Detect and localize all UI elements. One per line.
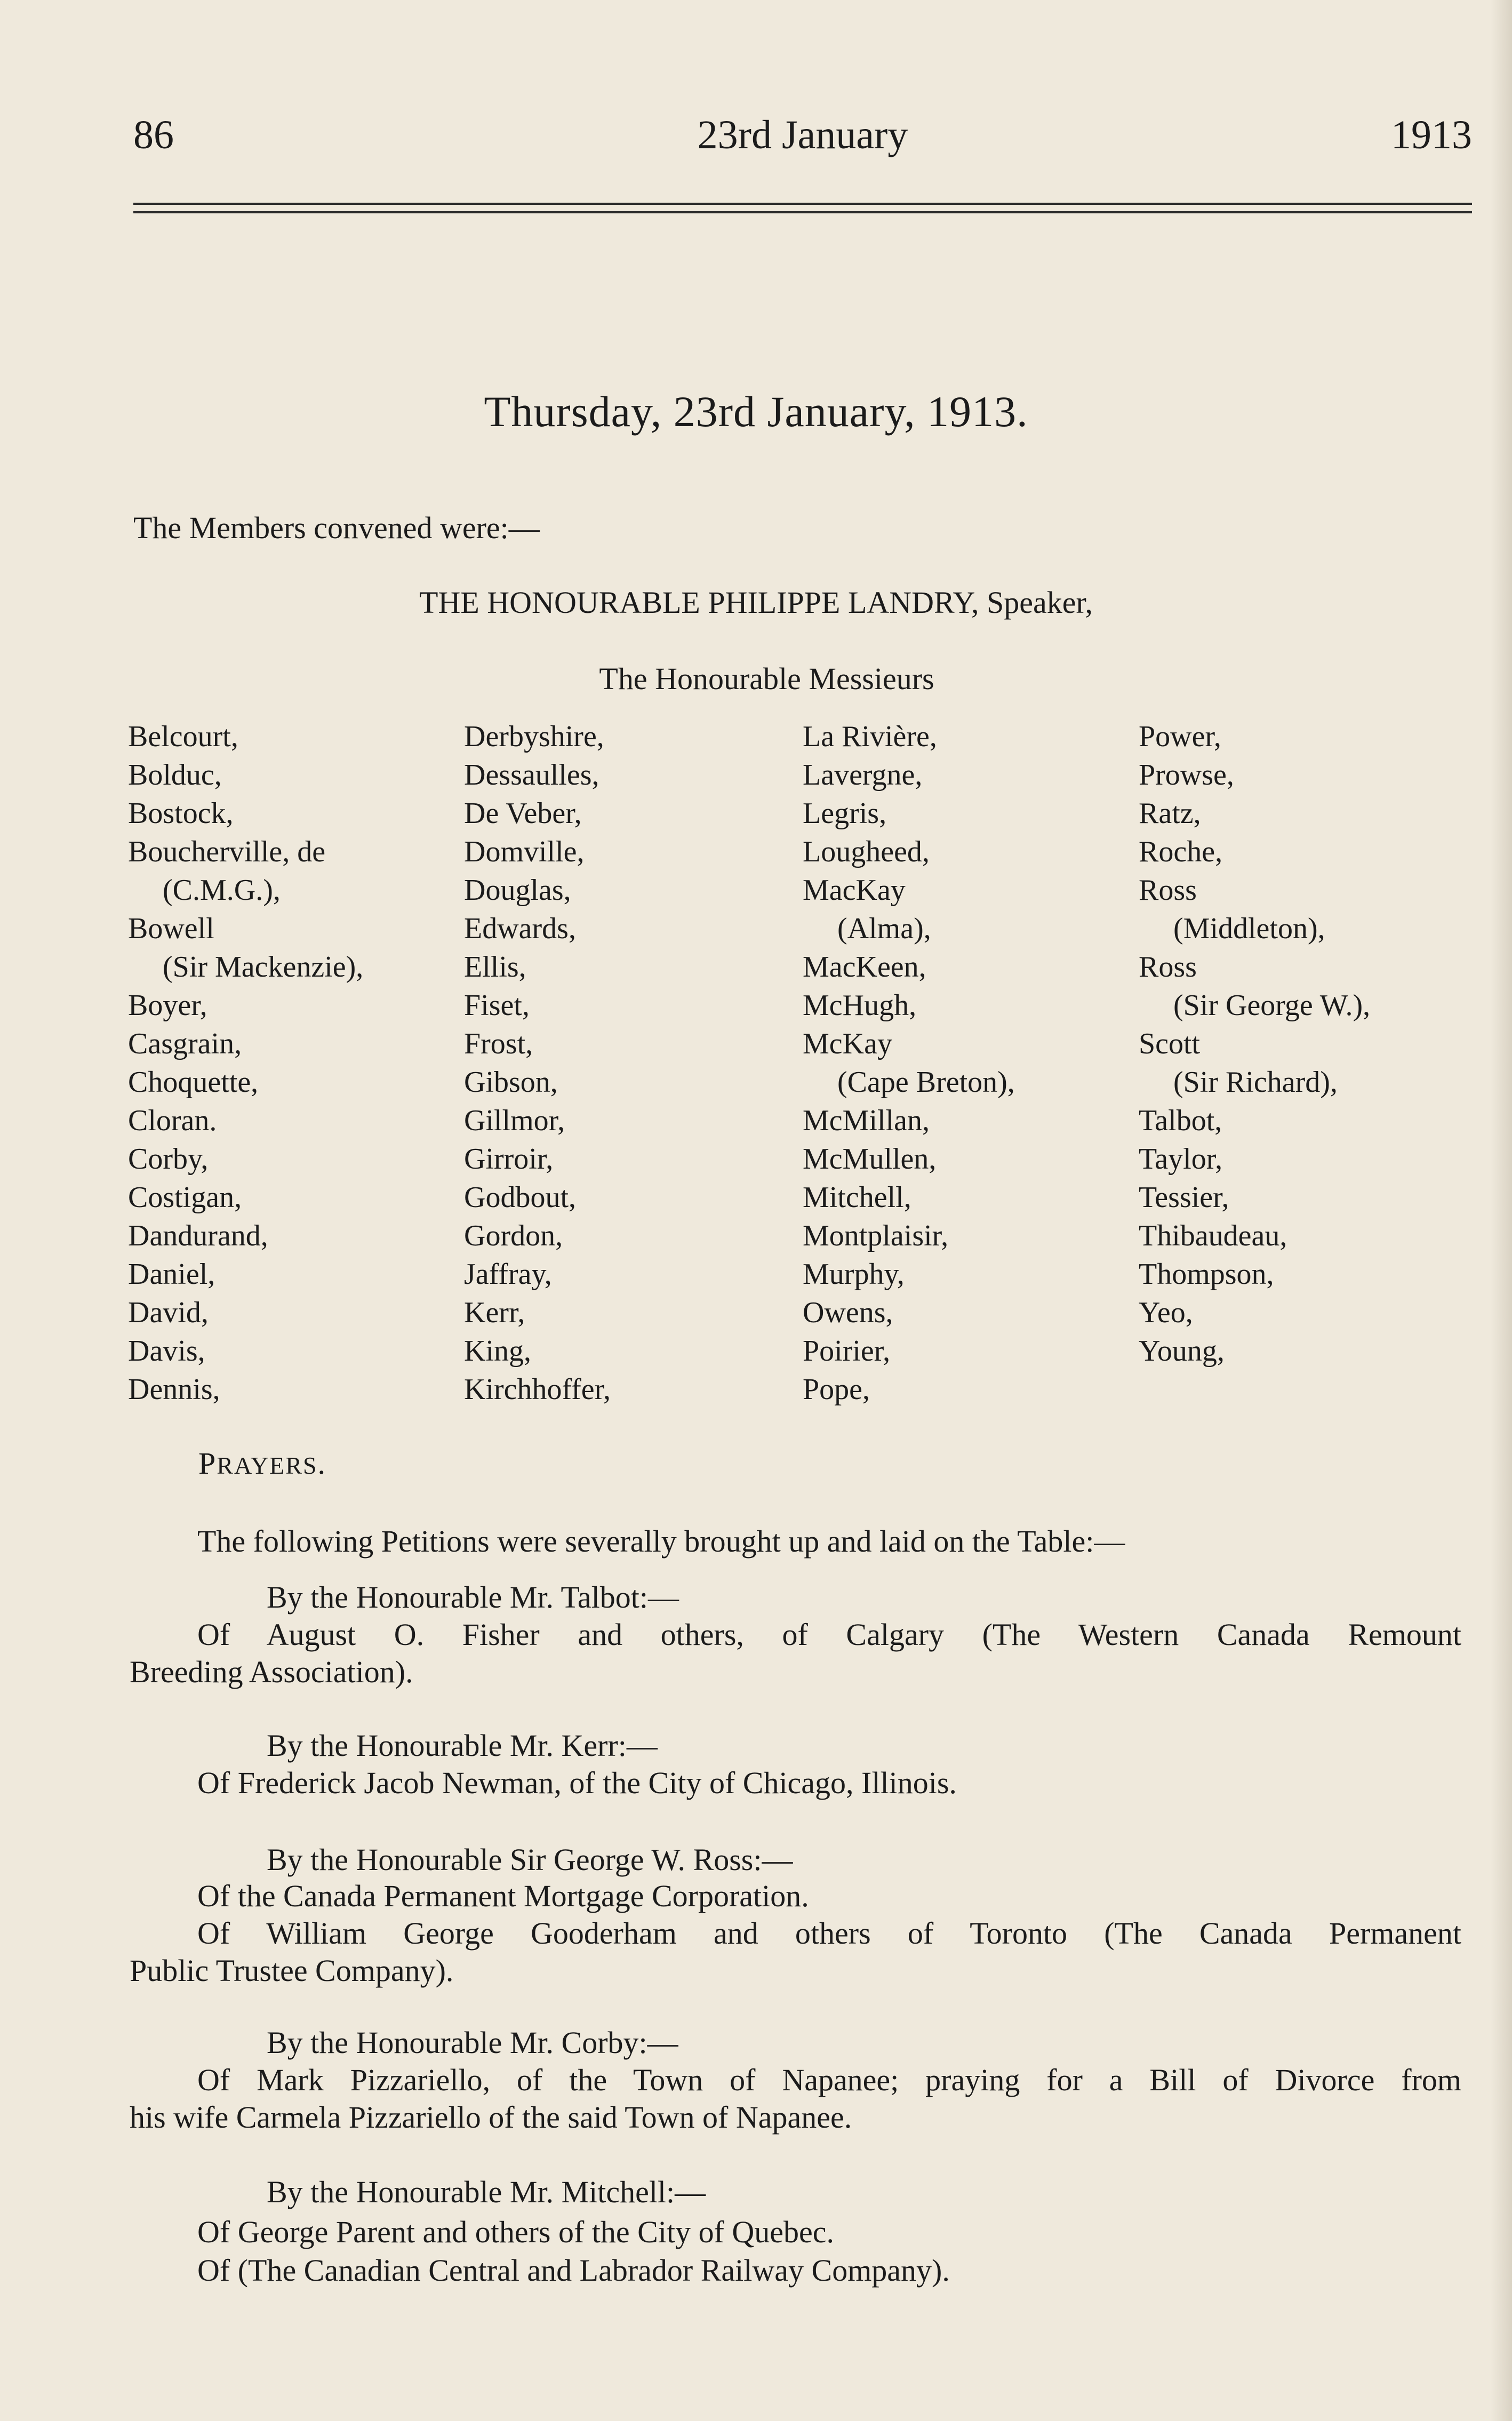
member-name-continuation: (C.M.G.), <box>163 874 281 907</box>
member-name: Corby, <box>128 1142 209 1176</box>
speaker-line <box>0 584 1512 621</box>
member-name: Costigan, <box>128 1181 242 1214</box>
member-name: Tessier, <box>1139 1181 1229 1214</box>
header-rule-top <box>133 203 1472 205</box>
petition-by-mitchell: By the Honourable Mr. Mitchell:— <box>267 2175 706 2209</box>
member-name: Dennis, <box>128 1373 220 1406</box>
petition-line: Breeding Association). <box>130 1655 413 1689</box>
member-name: De Veber, <box>464 797 582 830</box>
member-name: Douglas, <box>464 874 571 907</box>
petition-by-talbot: By the Honourable Mr. Talbot:— <box>267 1580 679 1615</box>
member-name: Power, <box>1139 720 1221 753</box>
member-name: McMillan, <box>803 1104 930 1137</box>
prayers-dot: . <box>317 1446 327 1481</box>
member-name: Bolduc, <box>128 758 222 792</box>
member-name: Lougheed, <box>803 835 930 868</box>
petition-line: Of William George Gooderham and others of Toronto (The Canada Permanent <box>197 1916 1461 1951</box>
member-name: Fiset, <box>464 989 530 1022</box>
petition-line: Of George Parent and others of the City of Quebec. <box>197 2215 835 2249</box>
member-name: Gordon, <box>464 1219 563 1252</box>
member-name: Poirier, <box>803 1335 891 1368</box>
messieurs-heading: The Honourable Messieurs <box>599 661 934 696</box>
speaker-name: THE HONOURABLE PHILIPPE LANDRY, <box>419 585 979 620</box>
member-name: Owens, <box>803 1296 893 1329</box>
member-name: Montplaisir, <box>803 1219 949 1252</box>
member-name-continuation: (Cape Breton), <box>837 1066 1015 1099</box>
member-name: Godbout, <box>464 1181 576 1214</box>
petition-line: his wife Carmela Pizzariello of the said Town of Napanee. <box>130 2100 852 2135</box>
member-name: Dandurand, <box>128 1219 268 1252</box>
member-name: McHugh, <box>803 989 917 1022</box>
member-name-continuation: (Sir George W.), <box>1173 989 1371 1022</box>
member-name: Girroir, <box>464 1142 554 1176</box>
petition-by-corby: By the Honourable Mr. Corby:— <box>267 2025 678 2060</box>
page-number: 86 <box>133 113 174 157</box>
prayers-rest: RAYERS <box>217 1452 318 1479</box>
member-name: Kirchhoffer, <box>464 1373 611 1406</box>
member-name: Gillmor, <box>464 1104 565 1137</box>
member-name: Pope, <box>803 1373 870 1406</box>
member-name: Roche, <box>1139 835 1223 868</box>
prayers-initial: P <box>198 1446 217 1481</box>
member-name-continuation: (Sir Mackenzie), <box>163 950 364 984</box>
petition-line: Of the Canada Permanent Mortgage Corporation. <box>197 1879 809 1913</box>
member-name: Thibaudeau, <box>1139 1219 1287 1252</box>
member-name: Bostock, <box>128 797 234 830</box>
member-name: Kerr, <box>464 1296 525 1329</box>
member-name: Taylor, <box>1139 1142 1223 1176</box>
petition-line: Of August O. Fisher and others, of Calgary (The Western Canada Remount <box>197 1617 1461 1652</box>
member-name: Talbot, <box>1139 1104 1222 1137</box>
page-edge-shadow <box>1491 0 1512 2421</box>
member-name: Young, <box>1139 1335 1225 1368</box>
member-name: Jaffray, <box>464 1258 552 1291</box>
header-year: 1913 <box>1391 113 1472 157</box>
header-rule-bottom <box>133 211 1472 213</box>
member-name: King, <box>464 1335 531 1368</box>
member-name: Ellis, <box>464 950 526 984</box>
member-name: Daniel, <box>128 1258 215 1291</box>
member-name: Davis, <box>128 1335 205 1368</box>
member-name: Yeo, <box>1139 1296 1193 1329</box>
petition-line: Of Mark Pizzariello, of the Town of Napanee; praying for a Bill of Divorce from <box>197 2063 1461 2097</box>
running-title: 23rd January <box>697 113 908 157</box>
running-header <box>133 112 1472 165</box>
petition-line: Of (The Canadian Central and Labrador Railway Company). <box>197 2253 950 2288</box>
member-name: Gibson, <box>464 1066 558 1099</box>
member-name-continuation: (Middleton), <box>1173 912 1325 945</box>
member-name: Frost, <box>464 1027 533 1060</box>
petition-by-ross: By the Honourable Sir George W. Ross:— <box>267 1842 793 1877</box>
petition-line: Public Trustee Company). <box>130 1953 454 1988</box>
member-name: MacKeen, <box>803 950 926 984</box>
member-name: Choquette, <box>128 1066 259 1099</box>
member-name: Mitchell, <box>803 1181 911 1214</box>
prayers-heading <box>198 1445 326 1481</box>
member-name: Scott <box>1139 1027 1201 1060</box>
member-name-continuation: (Sir Richard), <box>1173 1066 1338 1099</box>
members-list <box>128 717 1472 1411</box>
speaker-title: Speaker, <box>979 585 1093 620</box>
member-name: McKay <box>803 1027 892 1060</box>
member-name: Ross <box>1139 874 1197 907</box>
member-name: Bowell <box>128 912 214 945</box>
member-name: Domville, <box>464 835 585 868</box>
members-column-4 <box>1139 717 1370 1370</box>
date-heading: Thursday, 23rd January, 1913. <box>484 387 1028 436</box>
members-column-3 <box>803 717 1015 1409</box>
member-name: La Rivière, <box>803 720 937 753</box>
member-name: MacKay <box>803 874 906 907</box>
member-name: David, <box>128 1296 209 1329</box>
member-name-continuation: (Alma), <box>837 912 931 945</box>
member-name: Dessaulles, <box>464 758 599 792</box>
member-name: Derbyshire, <box>464 720 604 753</box>
member-name: Belcourt, <box>128 720 238 753</box>
member-name: Casgrain, <box>128 1027 242 1060</box>
member-name: Murphy, <box>803 1258 905 1291</box>
member-name: McMullen, <box>803 1142 937 1176</box>
petition-line: Of Frederick Jacob Newman, of the City of Chicago, Illinois. <box>197 1765 957 1800</box>
member-name: Boyer, <box>128 989 207 1022</box>
member-name: Ross <box>1139 950 1197 984</box>
members-column-2 <box>464 717 611 1409</box>
petitions-lead: The following Petitions were severally brought up and laid on the Table:— <box>197 1524 1125 1559</box>
member-name: Edwards, <box>464 912 576 945</box>
member-name: Boucherville, de <box>128 835 326 868</box>
member-name: Thompson, <box>1139 1258 1274 1291</box>
member-name: Lavergne, <box>803 758 923 792</box>
members-column-1 <box>128 717 363 1409</box>
member-name: Prowse, <box>1139 758 1234 792</box>
members-intro: The Members convened were:— <box>133 510 540 545</box>
member-name: Cloran. <box>128 1104 217 1137</box>
petition-by-kerr: By the Honourable Mr. Kerr:— <box>267 1728 658 1763</box>
member-name: Ratz, <box>1139 797 1201 830</box>
member-name: Legris, <box>803 797 887 830</box>
